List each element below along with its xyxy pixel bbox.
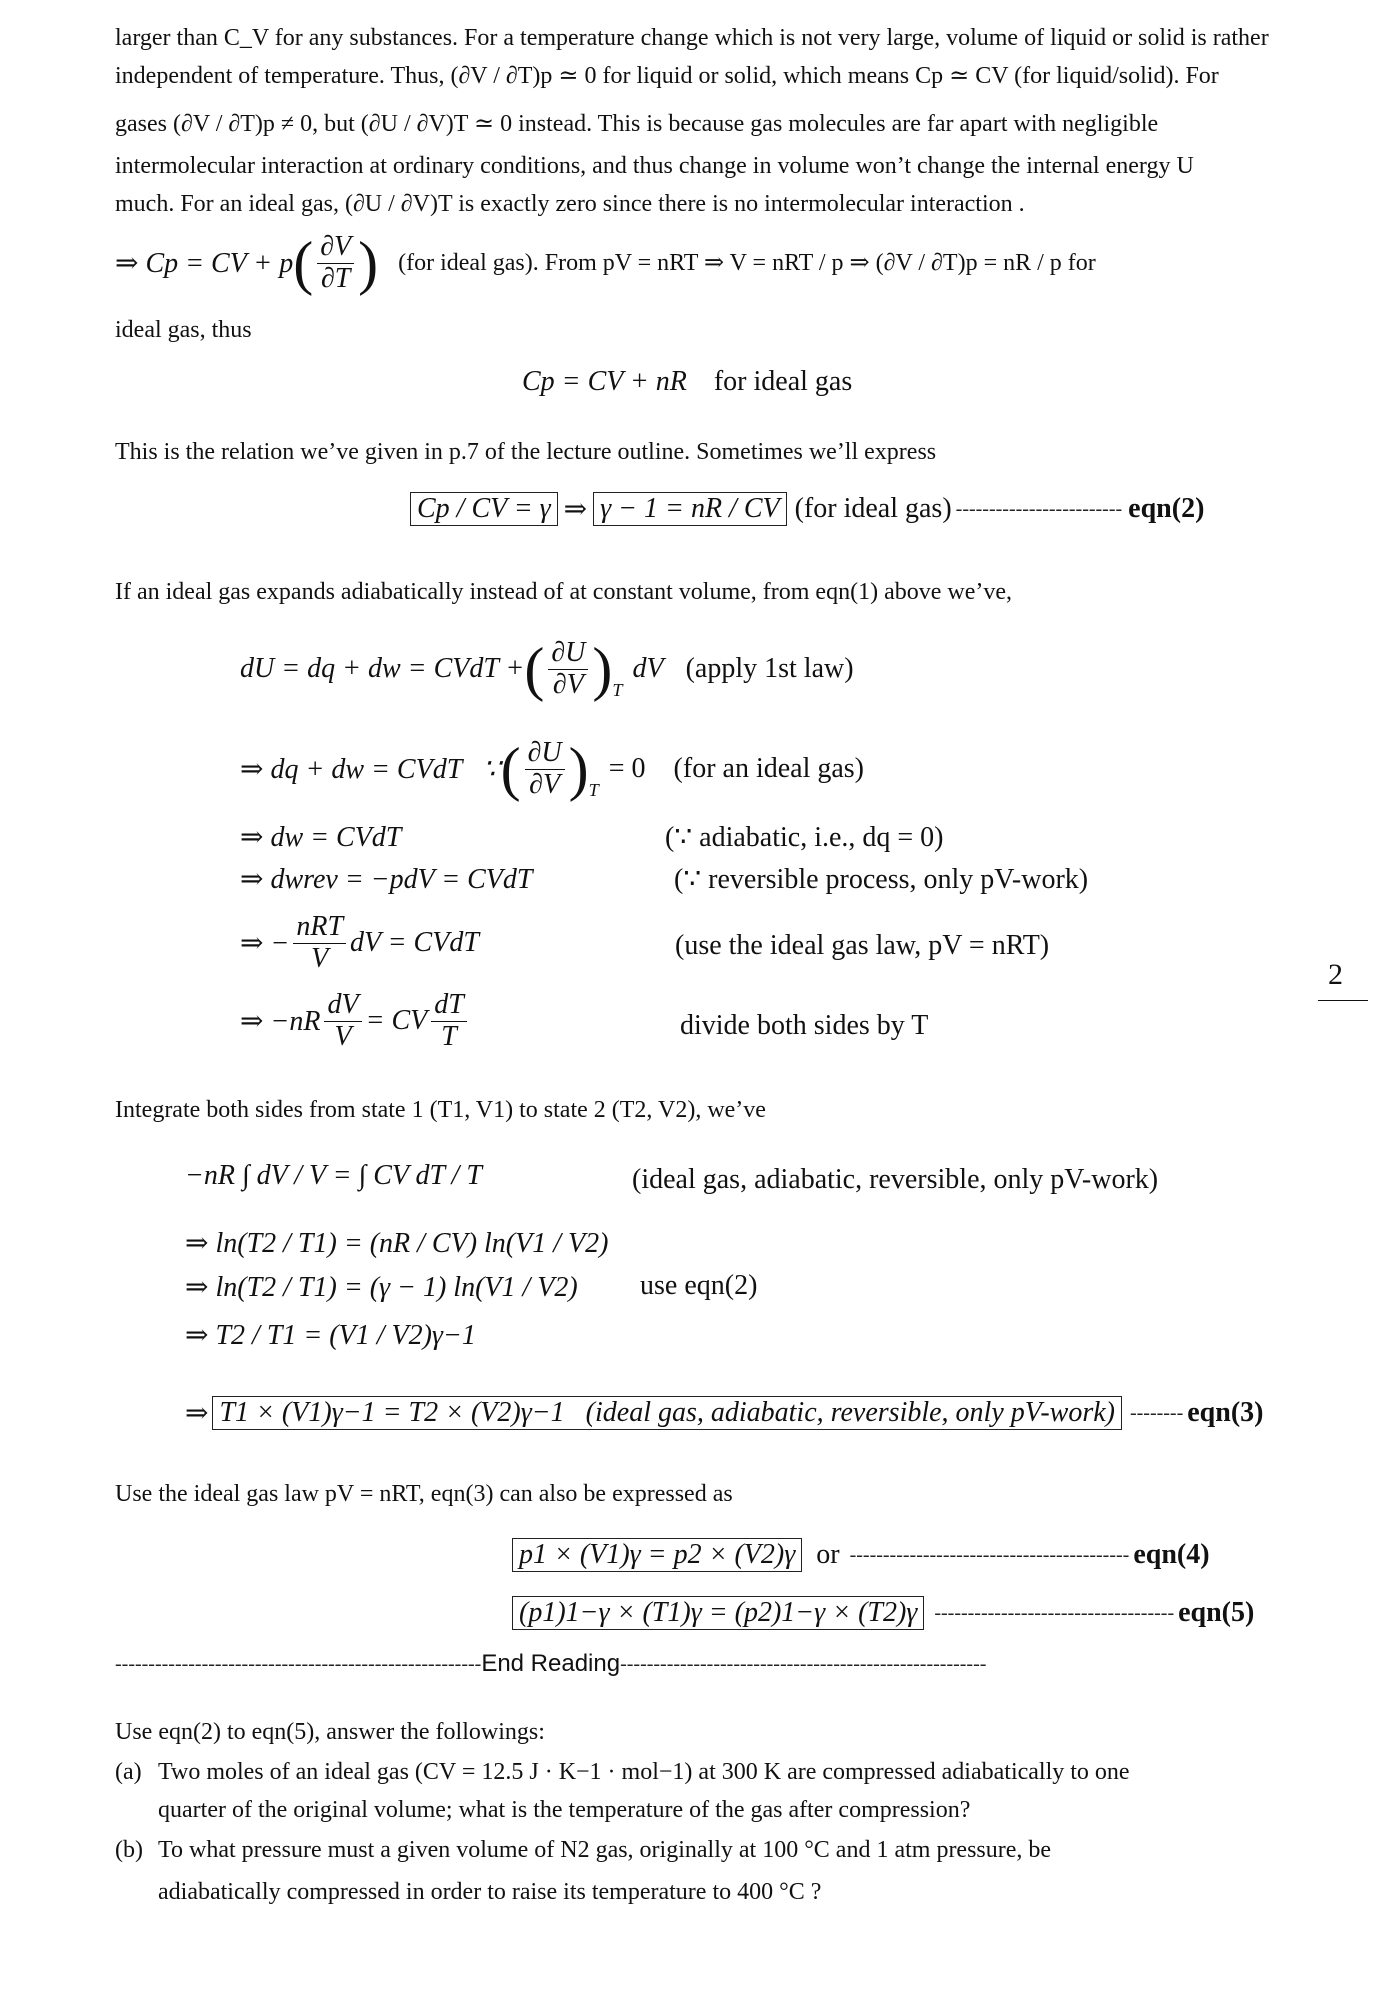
derivation-row-6-num2: dT bbox=[431, 990, 467, 1022]
question-a-line-2: quarter of the original volume; what is the temperature of the gas after compression? bbox=[158, 1797, 971, 1823]
eqn3-arrow: ⇒ bbox=[185, 1398, 209, 1429]
eqn2-box-gamma: Cp / CV = γ bbox=[410, 492, 558, 526]
question-a-line-1: Two moles of an ideal gas (CV = 12.5 J · K−1 · mol−1) at 300 K are compressed adiabatically to one bbox=[158, 1759, 1130, 1785]
intro-line-1: larger than C_V for any substances. For a temperature change which is not very large, volume of liquid or solid is rather bbox=[115, 25, 1269, 51]
derivation-row-1: dU = dq + dw = CVdT + ( $\frac{\partial U}{\partial V}$ ) $_T$ dV (apply 1st law) bbox=[240, 636, 854, 703]
cp-cv-relation-note: for ideal gas bbox=[713, 366, 853, 397]
cp-cv-relation-eq: Cp = CV + nR bbox=[522, 366, 687, 397]
cp-equation-note: (for ideal gas). From pV = nRT ⇒ V = nRT / p ⇒ (∂V / ∂T)p = nR / p for bbox=[398, 250, 1096, 277]
eqn5-box: (p1)1−γ × (T1)γ = (p2)1−γ × (T2)γ bbox=[512, 1596, 924, 1630]
derivation-row-1-den: ∂V bbox=[552, 668, 584, 700]
question-b-line-1: To what pressure must a given volume of N2 gas, originally at 100 °C and 1 atm pressure, be bbox=[158, 1837, 1052, 1863]
derivation-row-3-note: (∵ adiabatic, i.e., dq = 0) bbox=[665, 822, 944, 853]
questions-intro: Use eqn(2) to eqn(5), answer the followings: bbox=[115, 1719, 545, 1745]
integral-row-1: −nR ∫ dV / V = ∫ CV dT / T bbox=[185, 1160, 482, 1191]
cp-equation-lhs: ⇒ Cp = CV + p bbox=[115, 248, 294, 280]
cp-cv-relation bbox=[522, 366, 852, 398]
eqn3-box: T1 × (V1)γ−1 = T2 × (V2)γ−1 (ideal gas, adiabatic, reversible, only pV-work) bbox=[212, 1396, 1122, 1430]
derivation-row-1-lhs: dU = dq + dw = CVdT + bbox=[240, 653, 525, 685]
integral-row-4: ⇒ T2 / T1 = (V1 / V2)γ−1 bbox=[185, 1320, 476, 1351]
eqn2-row bbox=[410, 492, 1204, 526]
derivation-row-5-pre: ⇒ − bbox=[240, 928, 290, 960]
eqn4-row bbox=[512, 1538, 1210, 1572]
derivation-row-6-note: divide both sides by T bbox=[680, 1010, 929, 1041]
derivation-row-2-num: ∂U bbox=[525, 738, 565, 770]
cp-frac-den: ∂T bbox=[320, 262, 351, 294]
integral-row-3: ⇒ ln(T2 / T1) = (γ − 1) ln(V1 / V2) bbox=[185, 1272, 578, 1303]
end-reading-right-dashes: ------------------------------------------------------- bbox=[620, 1652, 987, 1675]
eqn4-box: p1 × (V1)γ = p2 × (V2)γ bbox=[512, 1538, 802, 1572]
derivation-row-5-den: V bbox=[311, 942, 329, 974]
intro-line-2: independent of temperature. Thus, (∂V / ∂T)p ≃ 0 for liquid or solid, which means Cp ≃ CV (for liquid/solid). For bbox=[115, 63, 1219, 89]
derivation-row-4-note: (∵ reversible process, only pV-work) bbox=[674, 864, 1089, 895]
eqn2-label: eqn(2) bbox=[1128, 493, 1205, 524]
page-number: 2 bbox=[1328, 958, 1343, 991]
derivation-row-1-num: ∂U bbox=[548, 638, 588, 670]
integral-row-2: ⇒ ln(T2 / T1) = (nR / CV) ln(V1 / V2) bbox=[185, 1228, 609, 1259]
page-number-rule bbox=[1318, 1000, 1368, 1001]
intro-line-5: much. For an ideal gas, (∂U / ∂V)T is exactly zero since there is no intermolecular interaction . bbox=[115, 191, 1025, 217]
eqn3-dashes: -------- bbox=[1129, 1401, 1184, 1424]
derivation-row-2: ⇒ dq + dw = CVdT ∵ ( $\frac{\partial U}{\partial V}$ ) $_T$ = 0 (for an ideal gas) bbox=[240, 736, 865, 803]
gaslaw-text: Use the ideal gas law pV = nRT, eqn(3) can also be expressed as bbox=[115, 1481, 733, 1507]
cp-frac-num: ∂V bbox=[317, 232, 354, 264]
derivation-row-5 bbox=[240, 912, 479, 975]
derivation-row-4: ⇒ dwrev = −pdV = CVdT bbox=[240, 864, 533, 895]
integral-row-3-note: use eqn(2) bbox=[640, 1270, 758, 1301]
eqn2-arrow: ⇒ bbox=[563, 494, 588, 525]
derivation-row-6-den1: V bbox=[334, 1020, 352, 1052]
eqn5-row bbox=[512, 1596, 1254, 1630]
eqn4-label: eqn(4) bbox=[1133, 1539, 1210, 1570]
adiabatic-intro: If an ideal gas expands adiabatically instead of at constant volume, from eqn(1) above we’ve, bbox=[115, 579, 1012, 605]
eqn5-label: eqn(5) bbox=[1178, 1597, 1255, 1628]
ideal-gas-thus: ideal gas, thus bbox=[115, 317, 252, 343]
end-reading-left-dashes: ------------------------------------------------------- bbox=[115, 1652, 482, 1675]
integrate-text: Integrate both sides from state 1 (T1, V1) to state 2 (T2, V2), we’ve bbox=[115, 1097, 766, 1123]
derivation-row-6-den2: T bbox=[441, 1020, 457, 1052]
derivation-row-1-note: (apply 1st law) bbox=[685, 653, 854, 685]
derivation-row-3: ⇒ dw = CVdT bbox=[240, 822, 402, 853]
derivation-row-2-note: (for an ideal gas) bbox=[673, 753, 865, 785]
eqn2-note: (for ideal gas) bbox=[794, 493, 952, 524]
derivation-row-6-num1: dV bbox=[324, 990, 361, 1022]
derivation-row-5-num: nRT bbox=[293, 912, 346, 944]
eqn2-dashes: ------------------------- bbox=[955, 497, 1123, 520]
relation-text: This is the relation we’ve given in p.7 of the lecture outline. Sometimes we’ll express bbox=[115, 439, 937, 465]
question-a-label: (a) bbox=[115, 1759, 142, 1785]
integral-row-1-note: (ideal gas, adiabatic, reversible, only pV-work) bbox=[632, 1164, 1159, 1195]
end-reading-row bbox=[115, 1650, 986, 1678]
derivation-row-2-lhs: ⇒ dq + dw = CVdT ∵ bbox=[240, 754, 501, 786]
eqn4-dashes: ------------------------------------------ bbox=[849, 1543, 1130, 1566]
intro-line-3: gases (∂V / ∂T)p ≠ 0, but (∂U / ∂V)T ≃ 0 instead. This is because gas molecules are far apart with negligible bbox=[115, 111, 1159, 137]
eqn3-row bbox=[185, 1396, 1263, 1430]
derivation-row-5-note: (use the ideal gas law, pV = nRT) bbox=[675, 930, 1050, 961]
eqn3-label: eqn(3) bbox=[1187, 1397, 1264, 1428]
cp-equation: ⇒ Cp = CV + p ( $\frac{\partial V}{\partial T}$ ) (for ideal gas). From pV = nRT ⇒ V = nRT / p ⇒ (∂V / ∂T)p = nR / p for bbox=[115, 230, 1096, 297]
question-b-label: (b) bbox=[115, 1837, 143, 1863]
derivation-row-2-tail: = 0 bbox=[608, 753, 646, 785]
derivation-row-6-pre: ⇒ −nR bbox=[240, 1006, 321, 1038]
eqn2-box-relation: γ − 1 = nR / CV bbox=[593, 492, 786, 526]
derivation-row-5-tail: dV = CVdT bbox=[350, 927, 479, 959]
derivation-row-6 bbox=[240, 990, 471, 1053]
derivation-row-1-tail: dV bbox=[632, 653, 664, 685]
eqn5-dashes: ------------------------------------ bbox=[934, 1601, 1175, 1624]
question-b-line-2: adiabatically compressed in order to raise its temperature to 400 °C ? bbox=[158, 1879, 822, 1905]
end-reading-text: End Reading bbox=[481, 1650, 621, 1677]
derivation-row-6-mid: = CV bbox=[365, 1005, 428, 1037]
derivation-row-2-den: ∂V bbox=[529, 768, 561, 800]
eqn4-or: or bbox=[816, 1539, 840, 1570]
intro-line-4: intermolecular interaction at ordinary conditions, and thus change in volume won’t change the internal energy U bbox=[115, 153, 1194, 179]
